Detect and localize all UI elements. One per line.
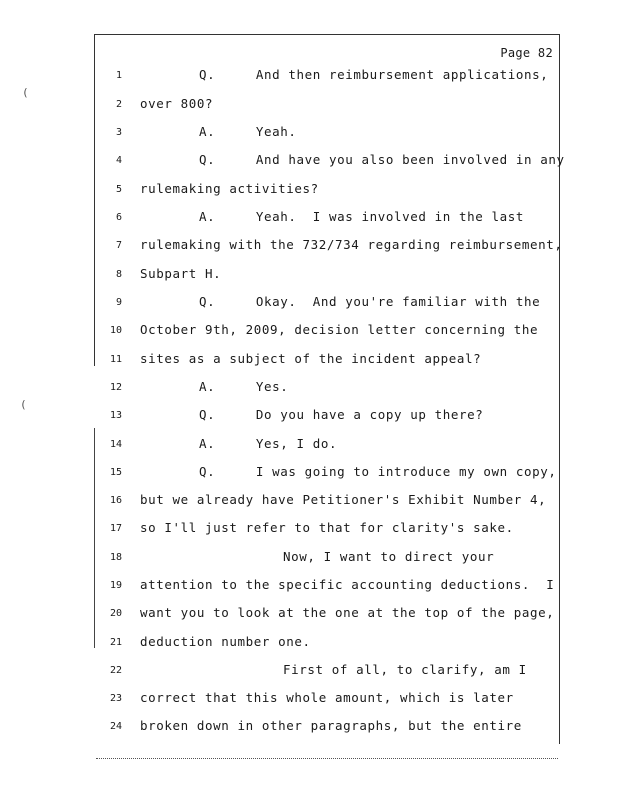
line-text: October 9th, 2009, decision letter concerning the — [140, 322, 539, 337]
transcript-line — [0, 96, 619, 116]
line-number: 9 — [115, 297, 122, 308]
line-number: 22 — [109, 665, 122, 676]
line-text: First of all, to clarify, am I — [283, 662, 527, 677]
line-number: 14 — [109, 439, 122, 450]
line-number: 1 — [115, 70, 122, 81]
line-text: Q. I was going to introduce my own copy, — [199, 464, 557, 479]
line-number: 4 — [115, 155, 122, 166]
line-number: 23 — [109, 693, 122, 704]
line-text: want you to look at the one at the top of the page, — [140, 605, 555, 620]
transcript-line — [0, 464, 619, 484]
line-text: A. Yes, I do. — [199, 436, 338, 451]
line-number: 6 — [115, 212, 122, 223]
line-text: Q. Okay. And you're familiar with the — [199, 294, 541, 309]
transcript-line — [0, 492, 619, 512]
transcript-line — [0, 520, 619, 540]
transcript-line — [0, 605, 619, 625]
transcript-line — [0, 209, 619, 229]
line-number: 24 — [109, 721, 122, 732]
line-number: 12 — [109, 382, 122, 393]
line-number: 18 — [109, 552, 122, 563]
line-text: deduction number one. — [140, 634, 311, 649]
transcript-line — [0, 266, 619, 286]
transcript-line — [0, 577, 619, 597]
line-number: 19 — [109, 580, 122, 591]
transcript-line — [0, 549, 619, 569]
transcript-line — [0, 294, 619, 314]
line-number: 5 — [115, 184, 122, 195]
line-number: 17 — [109, 523, 122, 534]
line-number: 11 — [109, 354, 122, 365]
line-number: 21 — [109, 637, 122, 648]
transcript-line — [0, 322, 619, 342]
transcript-line — [0, 67, 619, 87]
line-text: broken down in other paragraphs, but the entire — [140, 718, 522, 733]
line-number: 8 — [115, 269, 122, 280]
page-frame-top — [94, 34, 560, 35]
line-number: 10 — [109, 325, 122, 336]
line-number: 7 — [115, 240, 122, 251]
line-text: Q. And have you also been involved in any — [199, 152, 565, 167]
line-text: Subpart H. — [140, 266, 222, 281]
line-text: sites as a subject of the incident appeal? — [140, 351, 482, 366]
line-text: A. Yeah. I was involved in the last — [199, 209, 525, 224]
line-text: A. Yeah. — [199, 124, 297, 139]
line-text: so I'll just refer to that for clarity's sake. — [140, 520, 514, 535]
line-text: but we already have Petitioner's Exhibit Number 4, — [140, 492, 547, 507]
transcript-line — [0, 152, 619, 172]
line-text: over 800? — [140, 96, 214, 111]
line-number: 15 — [109, 467, 122, 478]
binding-mark: ( — [22, 86, 29, 99]
line-text: attention to the specific accounting deductions. I — [140, 577, 555, 592]
transcript-line — [0, 379, 619, 399]
transcript-line — [0, 407, 619, 427]
line-text: rulemaking activities? — [140, 181, 319, 196]
line-number: 20 — [109, 608, 122, 619]
line-number: 16 — [109, 495, 122, 506]
line-text: correct that this whole amount, which is later — [140, 690, 514, 705]
transcript-line — [0, 351, 619, 371]
line-text: Q. Do you have a copy up there? — [199, 407, 484, 422]
transcript-line — [0, 718, 619, 738]
transcript-line — [0, 662, 619, 682]
transcript-line — [0, 181, 619, 201]
binding-mark: ( — [20, 398, 27, 411]
transcript-line — [0, 436, 619, 456]
transcript-line — [0, 237, 619, 257]
transcript-line — [0, 690, 619, 710]
line-text: A. Yes. — [199, 379, 289, 394]
page-number: Page 82 — [500, 46, 553, 60]
line-number: 3 — [115, 127, 122, 138]
transcript-line — [0, 124, 619, 144]
page-frame-bottom — [96, 758, 558, 759]
line-text: Now, I want to direct your — [283, 549, 495, 564]
line-text: rulemaking with the 732/734 regarding reimbursement, — [140, 237, 563, 252]
line-text: Q. And then reimbursement applications, — [199, 67, 549, 82]
transcript-line — [0, 634, 619, 654]
line-number: 2 — [115, 99, 122, 110]
line-number: 13 — [109, 410, 122, 421]
